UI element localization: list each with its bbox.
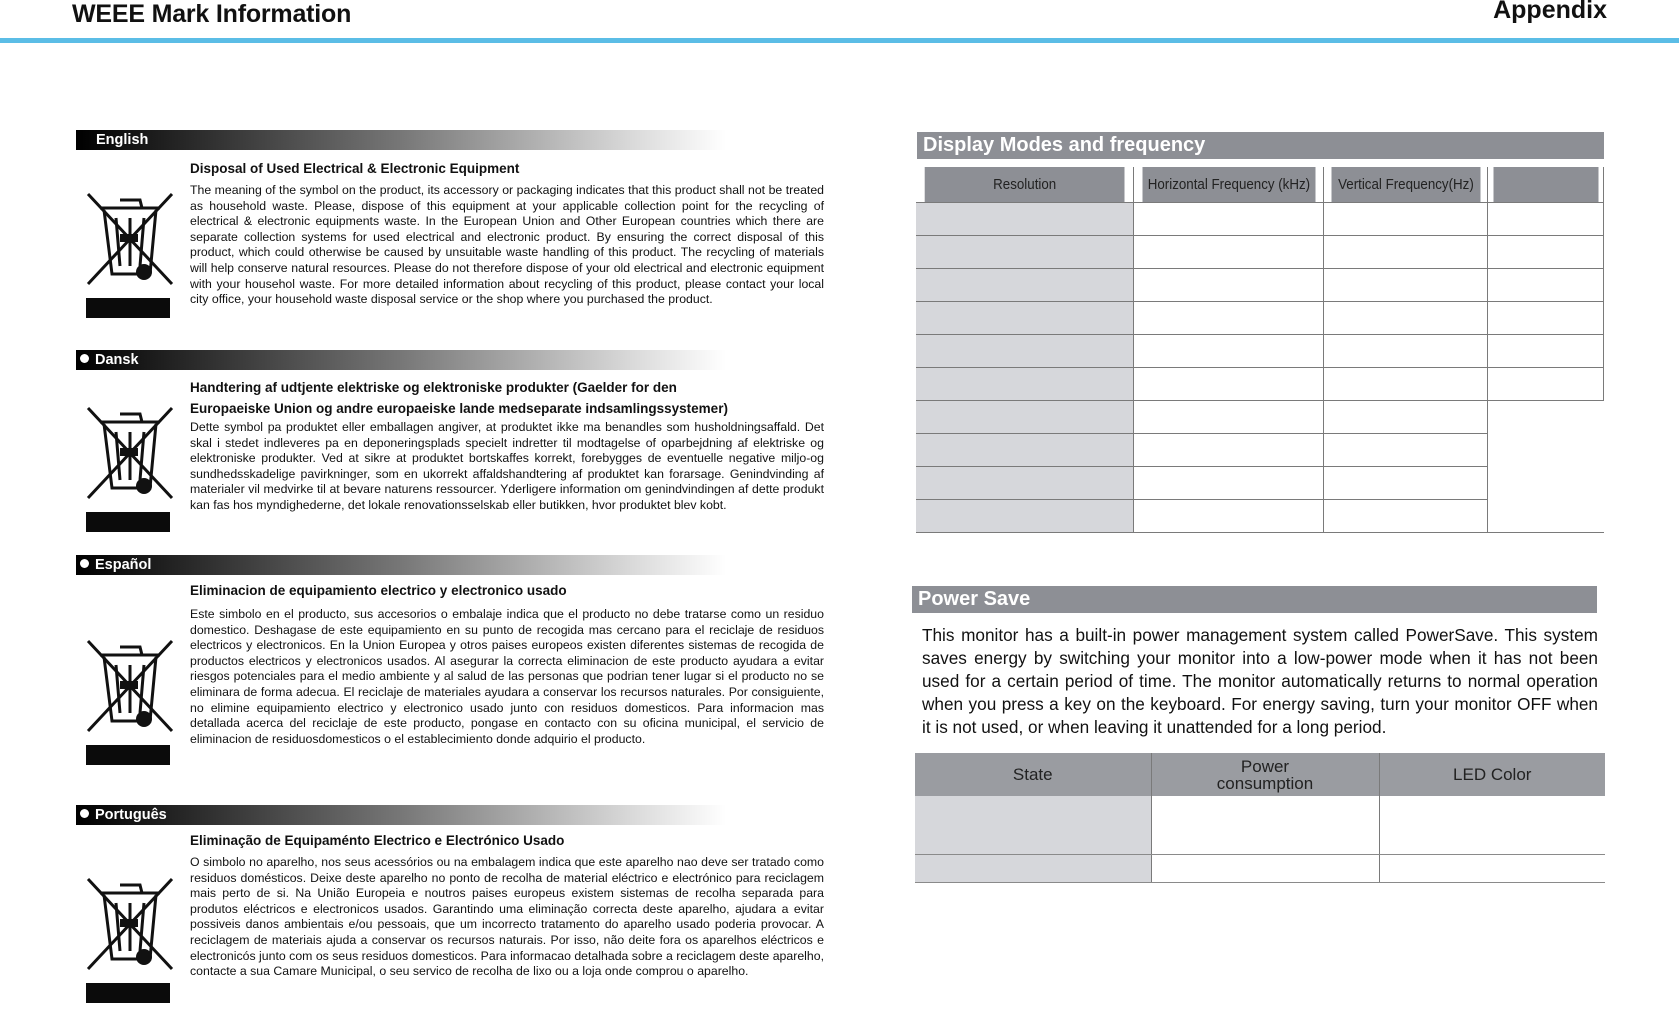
- table-row: [916, 236, 1604, 269]
- table-row: [916, 335, 1604, 368]
- col-header-resolution: Resolution: [925, 167, 1125, 203]
- table-header-row: [916, 167, 1604, 203]
- table-row: [916, 203, 1604, 236]
- col-header-horizontal-frequency: Horizontal Frequency (kHz): [1141, 167, 1316, 203]
- lang-heading: Disposal of Used Electrical & Electronic Equipment: [190, 161, 520, 176]
- col-header-state: State: [915, 753, 1151, 796]
- lang-body: The meaning of the symbol on the product, its accessory or packaging indicates that this product shall not be treated as household waste. Please, dispose of this equipment at your applicable collection point for the recycling of electrical & electronic equipments waste. In the European Union and Other European countries which there are separate collection systems for used electrical and electronic product. By ensuring the correct disposal of this product, which could otherwise be caused by unsuitable waste handling of this product. The recycling of materials will help conserve natural resources. Please do not therefore dispose of your old electrical and electronic equipment with your househol waste. For more detailed information about recycling of this product, please contact your local city office, your household waste disposal service or the shop where you purchased the product.: [190, 183, 824, 307]
- weee-section-dansk: [76, 350, 824, 550]
- display-modes-title: Display Modes and frequency: [917, 132, 1604, 159]
- lang-body: Este simbolo en el producto, sus accesorios o embalaje indica que el producto no debe tratarse como un residuo domestico. Deshagase de este equipamiento en su punto de recogida mas cercano para el reciclaje de residuos electricos y electronicos. En la Union Europea y otros paises europeos existen diferentes sistemas de recogida de productos electricos y electronicos usados. Al asegurar la correcta eliminacion de este producto ayudara a evitar riesgos potenciales para el medio ambiente y al salud de las personas que podrian tener lugar si el producto no se eliminara de forma adecua. El reciclaje de materiales ayudara a conservar los recursos naturales. Por consiguiente, no elimine equipamiento electrico y electronico usado junto con residuos domesticos. Para informacion mas detallada acerca del reciclaje de este producto, pongase en contacto con su oficina municipal, el servicio de eliminacion de residuosdomesticos o el establecimiento donde adquirio el producto.: [190, 607, 824, 746]
- lang-heading: Eliminação de Equipaménto Electrico e Electrónico Usado: [190, 833, 565, 848]
- bullet-icon: [80, 354, 89, 363]
- lang-heading: Eliminacion de equipamiento electrico y electronico usado: [190, 583, 567, 598]
- weee-crossed-bin-icon: [80, 188, 168, 318]
- weee-black-bar: [86, 512, 170, 532]
- table-row: [916, 368, 1604, 401]
- col-header-led-color: LED Color: [1379, 753, 1605, 796]
- table-row: [915, 854, 1605, 882]
- lang-body: O simbolo no aparelho, nos seus acessórios ou na embalagem indica que este aparelho nao deve ser tratado como residuos domésticos. Deixe deste aparelho no ponto de recolha de material eléctrico e electrónico para reciclagem mais perto de si. Na União Europeia e noutros paises europeus existem sistemas de recolha separada para produtos eléctricos e electronicos usados. Garantindo uma eliminação correcta deste aparelho, ajudara a evitar possiveis danos ambientais e/ou pessoais, que um incorrecto tratamento do aparelho usado poderia provocar. A reciclagem de materiais ajuda a conservar os recursos naturais. Por isso, não deite fora os aparelhos eléctricos e electronicós junto com os seus residuos domesticos. Para informacao detalhada sobre a reciclagem deste aparelho, contacte a sua Camare Municipal, o seu servico de recolha de lixo ou a loja onde comprou o aparelho.: [190, 855, 824, 979]
- table-row: [916, 401, 1604, 434]
- lang-bar-dansk: [76, 350, 726, 370]
- page-header-appendix: Appendix: [1493, 0, 1607, 24]
- col-header-extra: [1492, 167, 1599, 203]
- col-header-power-consumption: [1151, 753, 1379, 796]
- table-row: [915, 796, 1605, 854]
- bullet-icon: [80, 809, 89, 818]
- lang-label: Dansk: [95, 352, 139, 368]
- weee-section-english: [76, 130, 824, 340]
- lang-bar-portugues: [76, 805, 726, 825]
- lang-bar-espanol: [76, 555, 726, 575]
- lang-body: Dette symbol pa produktet eller emballagen angiver, at produktet ikke ma benandles som husholdningsaffald. Det skal i stedet indleveres pa en deponeringsplads specielt indretter til modtagelse of oparbejdning af elektriske og elektroniske produkter. Ved at sikre at produktet bortskaffes korrekt, forebygges de eventuelle negative miljo-og sundhedsskadelige pavirkninger, som en ukorrekt affaldshandtering af produktet kan forarsage. Genindvinding af materialer vil medvirke til at bevare naturens ressourcer. Yderligere information om genindvindingen af dette produkt kan fas hos myndighederne, det lokale renovationsselskab eller butikken, hvor produktet blev kobt.: [190, 420, 824, 512]
- weee-black-bar: [86, 983, 170, 1003]
- lang-label: Português: [95, 807, 167, 823]
- table-header-row: [915, 753, 1605, 796]
- table-row: [916, 269, 1604, 302]
- display-modes-table: [916, 167, 1604, 533]
- power-save-title: Power Save: [912, 586, 1597, 613]
- weee-black-bar: [86, 745, 170, 765]
- lang-label: English: [96, 132, 149, 148]
- table-row: [916, 302, 1604, 335]
- lang-bar-english: [76, 130, 726, 150]
- weee-section-portugues: [76, 805, 824, 1011]
- lang-heading: Handtering af udtjente elektriske og elektroniske produkter (Gaelder for den Europaeiske Union og andre europaeiske lande medseparate indsamlingssystemer): [190, 380, 728, 416]
- power-consumption-label: Power consumption: [1216, 756, 1314, 793]
- header-divider: [0, 38, 1679, 43]
- weee-crossed-bin-icon: [80, 635, 168, 765]
- bullet-icon: [80, 559, 89, 568]
- lang-label: Español: [95, 557, 152, 573]
- power-save-table: [915, 753, 1605, 883]
- col-header-vertical-frequency: Vertical Frequency(Hz): [1330, 167, 1481, 203]
- weee-section-espanol: [76, 555, 824, 795]
- page-header-title: WEEE Mark Information: [72, 0, 352, 28]
- weee-crossed-bin-icon: [80, 402, 168, 532]
- weee-black-bar: [86, 298, 170, 318]
- weee-crossed-bin-icon: [80, 873, 168, 1003]
- power-save-description: This monitor has a built-in power management system called PowerSave. This system saves energy by switching your monitor into a low-power mode when it has not been used for a certain period of time. The monitor automatically returns to normal operation when you press a key on the keyboard. For energy saving, turn your monitor OFF when it is not used, or when leaving it unattended for a long period.: [922, 625, 1598, 737]
